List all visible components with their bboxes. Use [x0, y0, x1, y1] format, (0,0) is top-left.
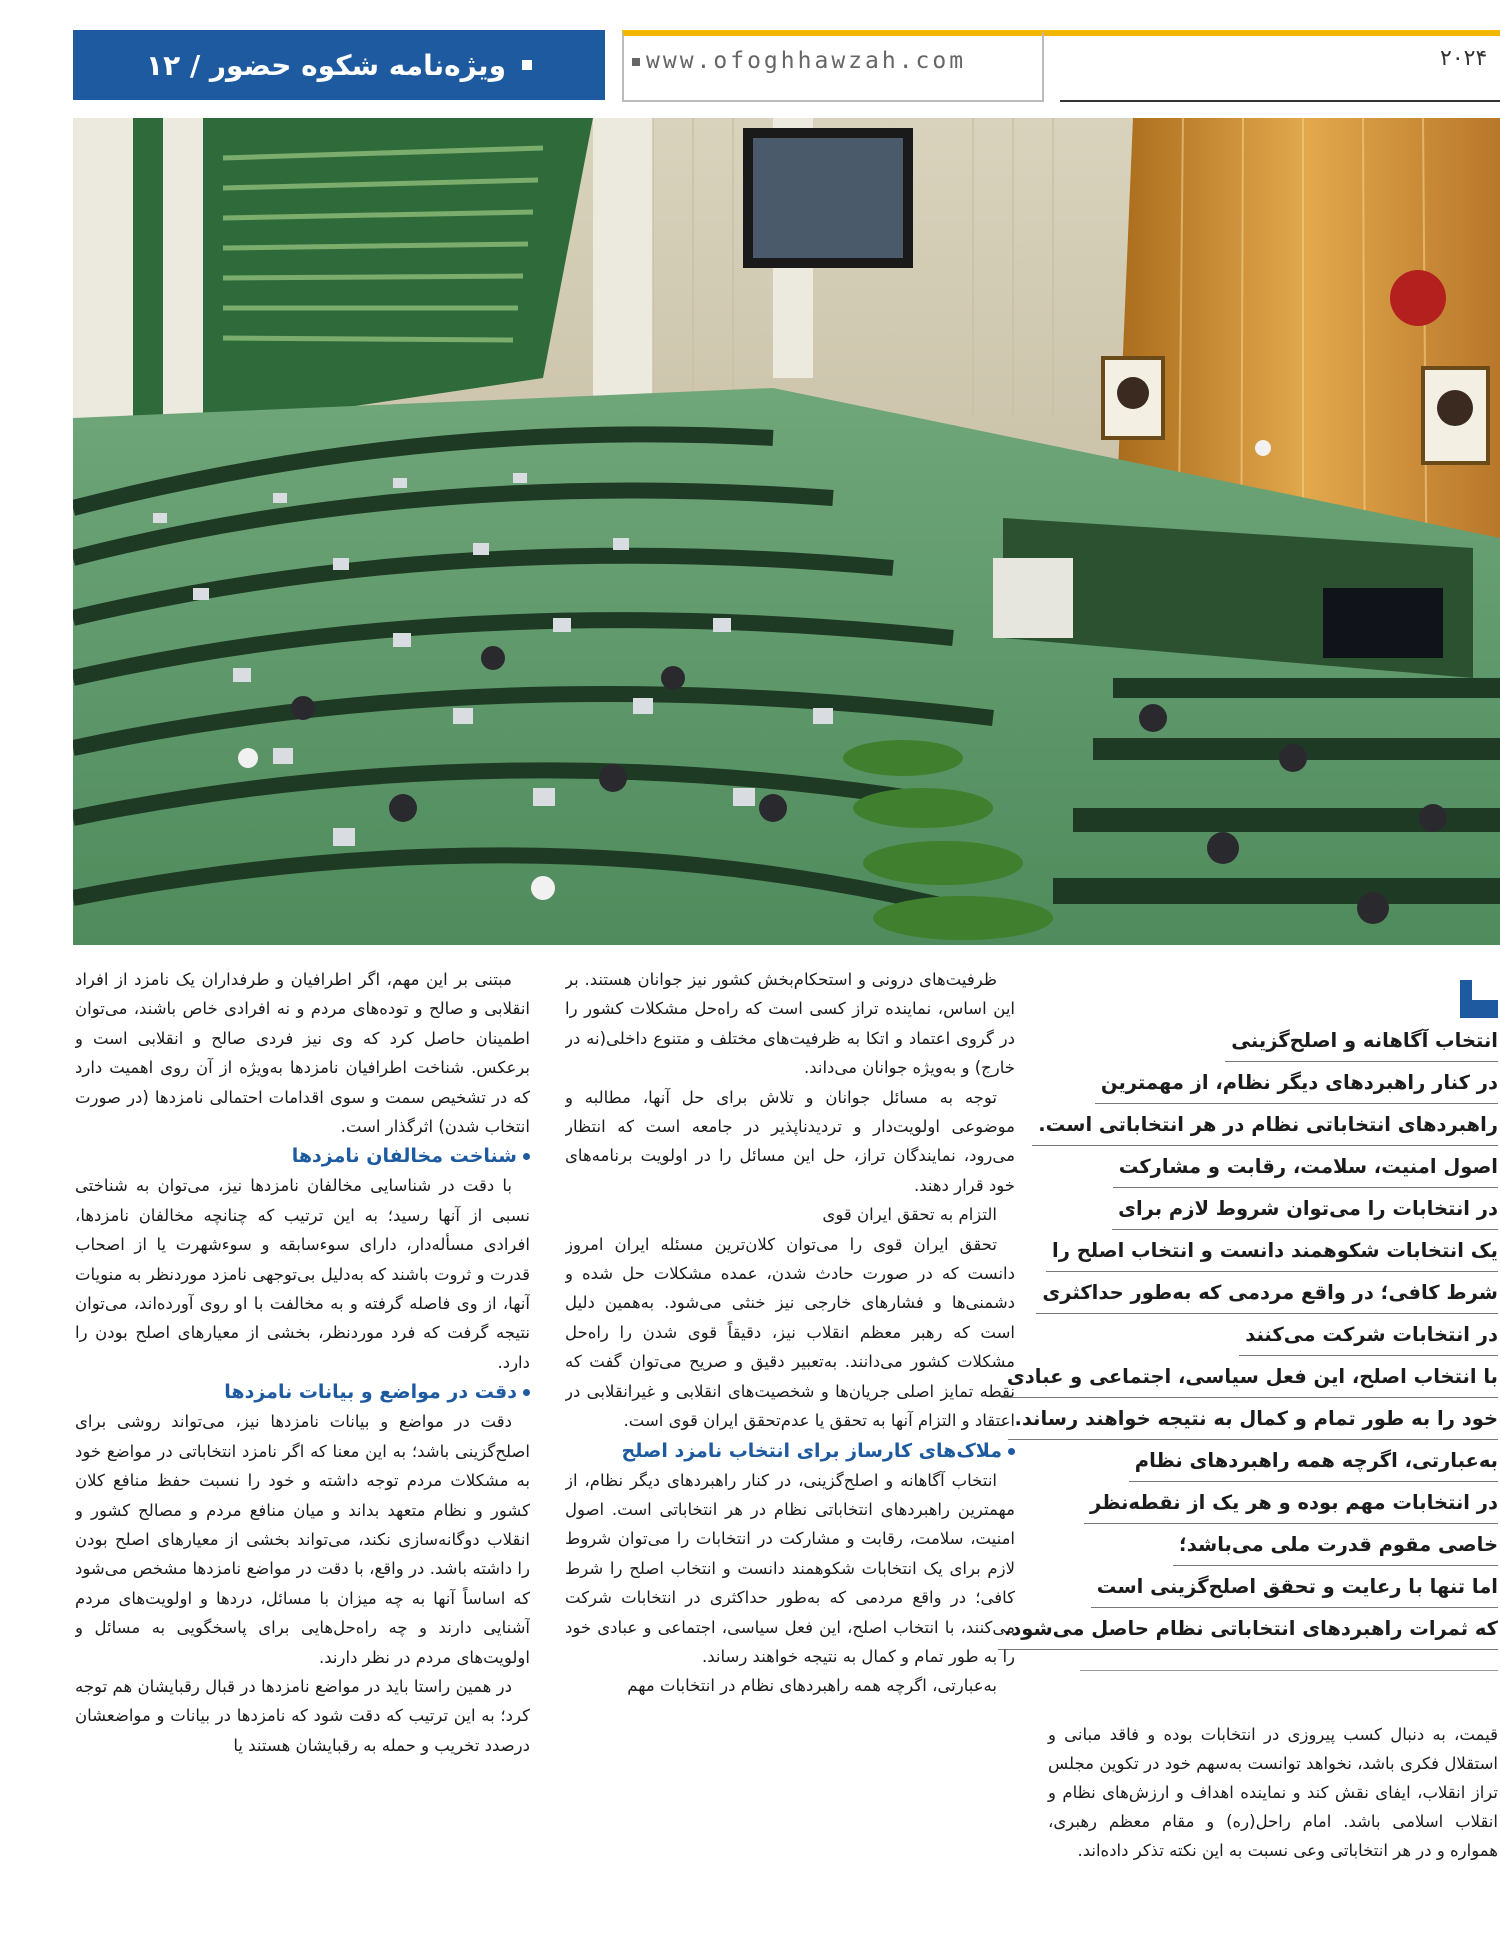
- pullquote-line: راهبردهای انتخاباتی نظام در هر انتخاباتی است.: [1032, 1104, 1498, 1146]
- pullquote-line: با انتخاب اصلح، این فعل سیاسی، اجتماعی و عبادی: [1001, 1356, 1498, 1398]
- section-title-banner: [73, 30, 605, 100]
- subheading: [565, 1436, 1015, 1466]
- pullquote-line: شرط کافی؛ در واقع مردمی که به‌طور حداکثری: [1036, 1272, 1498, 1314]
- pullquote-line: در انتخابات را می‌توان شروط لازم برای: [1112, 1188, 1498, 1230]
- paragraph: انتخاب آگاهانه و اصلح‌گزینی، در کنار راهبردهای دیگر نظام، از مهمترین راهبردهای انتخاباتی نظام در هر انتخاباتی است. اصول امنیت، سلامت، رقابت و مشارکت در انتخابات را می‌توان شروط لازم برای یک انتخابات شکوهمند دانست و انتخاب اصلح را شرط کافی؛ در واقع مردمی که به‌طور حداکثری در انتخابات شرکت می‌کنند، با انتخاب اصلح، این فعل سیاسی، اجتماعی و عبادی خود را به طور تمام و کمال به نتیجه خواهند رساند.: [565, 1470, 1015, 1666]
- banner-bullet: [522, 60, 532, 70]
- speaker-podium: [993, 558, 1073, 638]
- paragraph: ظرفیت‌های درونی و استحکام‌بخش کشور نیز جوانان هستند. بر این اساس، نماینده تراز کسی است که راه‌حل مشکلات کشور را در گروی اعتماد و اتکا به ظرفیت‌های مختلف و متنوع داخلی(نه در خارج) و به‌ویژه جوانان می‌داند.: [565, 970, 1015, 1078]
- url-bullet: [632, 58, 640, 66]
- paragraph: به‌عبارتی، اگرچه همه راهبردهای نظام در انتخابات مهم: [627, 1676, 997, 1696]
- middle-column: [565, 965, 1015, 1935]
- paragraph: التزام به تحقق ایران قوی: [822, 1205, 997, 1225]
- paragraph: تحقق ایران قوی را می‌توان کلان‌ترین مسئله ایران امروز دانست که در صورت حادث شدن، عمده مشکلات حل شده و دشمنی‌ها و فشارهای خارجی نیز خنثی می‌شود. به‌همین دلیل است که رهبر معظم انقلاب نیز، دقیقاً قوی شدن را راه‌حل مشکلات کشور می‌دانند. به‌تعبیر دقیق و صریح می‌توان گفت که نقطه تمایز اصلی جریان‌ها و شخصیت‌های انقلابی و غیرانقلابی در اعتقاد و التزام آنها به تحقق یا عدم‌تحقق ایران قوی است.: [565, 1234, 1015, 1431]
- video-screen-image: [753, 138, 903, 258]
- pullquote-line: اما تنها با رعایت و تحقق اصلح‌گزینی است: [1091, 1566, 1498, 1608]
- sidebar-divider: [1080, 1670, 1498, 1671]
- pullquote-line: انتخاب آگاهانه و اصلح‌گزینی: [1225, 1020, 1498, 1062]
- pullquote: [1003, 1020, 1498, 1650]
- presidium-screen: [1323, 588, 1443, 658]
- pullquote-line: در کنار راهبردهای دیگر نظام، از مهمترین: [1095, 1062, 1498, 1104]
- section-title: ویژه‌نامه شکوه حضور / ۱۲: [146, 48, 506, 82]
- subheading-bullet: [523, 1389, 530, 1396]
- website-url-text[interactable]: www.ofoghhawzah.com: [646, 48, 967, 74]
- pullquote-line: اصول امنیت، سلامت، رقابت و مشارکت: [1113, 1146, 1498, 1188]
- paragraph: با دقت در شناسایی مخالفان نامزدها نیز، می‌توان به شناختی نسبی از آنها رسید؛ به این ترتیب که چنانچه مخالفان نامزدها، افرادی مسأله‌دار، دارای سوءسابقه و سوءشهرت یا از اصحاب قدرت و ثروت باشند که به‌دلیل بی‌توجهی نامزد موردنظر به منویات آنها، از وی فاصله گرفته و به مخالفت با او روی آورده‌اند، می‌توان نتیجه گرفت که فرد موردنظر، بخشی از معیارهای اصلح بودن را دارد.: [75, 1176, 530, 1372]
- subheading-bullet: [1008, 1448, 1015, 1455]
- national-emblem: [1390, 270, 1446, 326]
- subheading-text: ملاک‌های کارساز برای انتخاب نامزد اصلح: [621, 1439, 1002, 1462]
- subheading-text: دقت در مواضع و بیانات نامزدها: [224, 1381, 517, 1404]
- paragraph: در همین راستا باید در مواضع نامزدها در قبال رقبایشان هم توجه کرد؛ به این ترتیب که دقت شود که نامزدها در بیانات و مواضعشان درصدد تخریب و حمله به رقبایشان هستند یا: [75, 1676, 530, 1755]
- pullquote-line: در انتخابات مهم بوده و هر یک از نقطه‌نظر: [1084, 1482, 1498, 1524]
- website-url[interactable]: [632, 48, 966, 74]
- subheading: [75, 1141, 530, 1171]
- subheading-bullet: [523, 1153, 530, 1160]
- subheading: [75, 1377, 530, 1407]
- parliament-photo: [73, 118, 1500, 945]
- pullquote-line: به‌عبارتی، اگرچه همه راهبردهای نظام: [1129, 1440, 1498, 1482]
- sidebar-body-text: قیمت، به دنبال کسب پیروزی در انتخابات بوده و فاقد مبانی و استقلال فکری باشد، نخواهد توانست به‌سهم خود در تکوین مجلس تراز انقلاب، ایفای نقش کند و نماینده اهداف و ارزش‌های نظام و انقلاب اسلامی باشد. امام راحل(ره) و مقام معظم رهبری، همواره و در هر انتخاباتی وعی نسبت به این نکته تذکر داده‌اند.: [1048, 1725, 1498, 1860]
- portrait-right-face: [1437, 390, 1473, 426]
- paragraph: دقت در مواضع و بیانات نامزدها نیز، می‌تواند روشی برای اصلح‌گزینی باشد؛ به این معنا که اگر نامزد انتخاباتی در مواضع خود به مشکلات مردم توجه داشته و خود را نسبت حفظ منافع کلان کشور و نظام متعهد بداند و میان منافع مردم و مصالح کشور و انقلاب دوگانه‌سازی نکند، می‌تواند بخشی از معیارهای اصلح بودن را داشته باشد. در واقع، با دقت در مواضع نامزدها مشخص می‌شود که اساساً آنها به چه میزان با مسائل، دردها و اولویت‌های مردم آشنایی دارند و چه راه‌حل‌هایی برای پاسخگویی به مسائل و اولویت‌های مردم در نظر دارند.: [75, 1412, 530, 1667]
- subheading-text: شناخت مخالفان نامزدها: [291, 1145, 517, 1168]
- page-number: ۲۰۲۴: [1440, 46, 1488, 71]
- pullquote-line: در انتخابات شرکت می‌کنند: [1239, 1314, 1498, 1356]
- pullquote-line: یک انتخابات شکوهمند دانست و انتخاب اصلح را: [1046, 1230, 1498, 1272]
- paragraph: توجه به مسائل جوانان و تلاش برای حل آنها، مطالبه و موضوعی اولویت‌دار و تردیدناپذیر در جامعه است که انتظار می‌رود، نمایندگان تراز، حل این مسائل را در اولویت برنامه‌های خود قرار دهند.: [565, 1087, 1015, 1195]
- pullquote-line: خود را به طور تمام و کمال به نتیجه خواهند رساند.: [1008, 1398, 1498, 1440]
- pullquote-corner-icon: [1460, 980, 1498, 1018]
- header-bottom-rule: [1060, 100, 1500, 102]
- header-yellow-rule: [1044, 30, 1500, 36]
- left-column: [75, 965, 530, 1935]
- paragraph: مبتنی بر این مهم، اگر اطرافیان و طرفداران یک نامزد از افراد انقلابی و صالح و توده‌های مردم و نه افرادی خاص باشند، می‌توان اطمینان حاصل کرد که وی نیز فردی صالح و انقلابی است و برعکس. شناخت اطرافیان نامزدها به‌ویژه از آن روی اهمیت دارد که در تشخیص سمت و سوی اقدامات احتمالی نامزدها (در صورت انتخاب شدن) اثرگذار است.: [75, 970, 530, 1137]
- portrait-left-face: [1117, 377, 1149, 409]
- pullquote-line: خاصی مقوم قدرت ملی می‌باشد؛: [1173, 1524, 1498, 1566]
- pullquote-line: که ثمرات راهبردهای انتخاباتی نظام حاصل می‌شود.: [998, 1608, 1498, 1650]
